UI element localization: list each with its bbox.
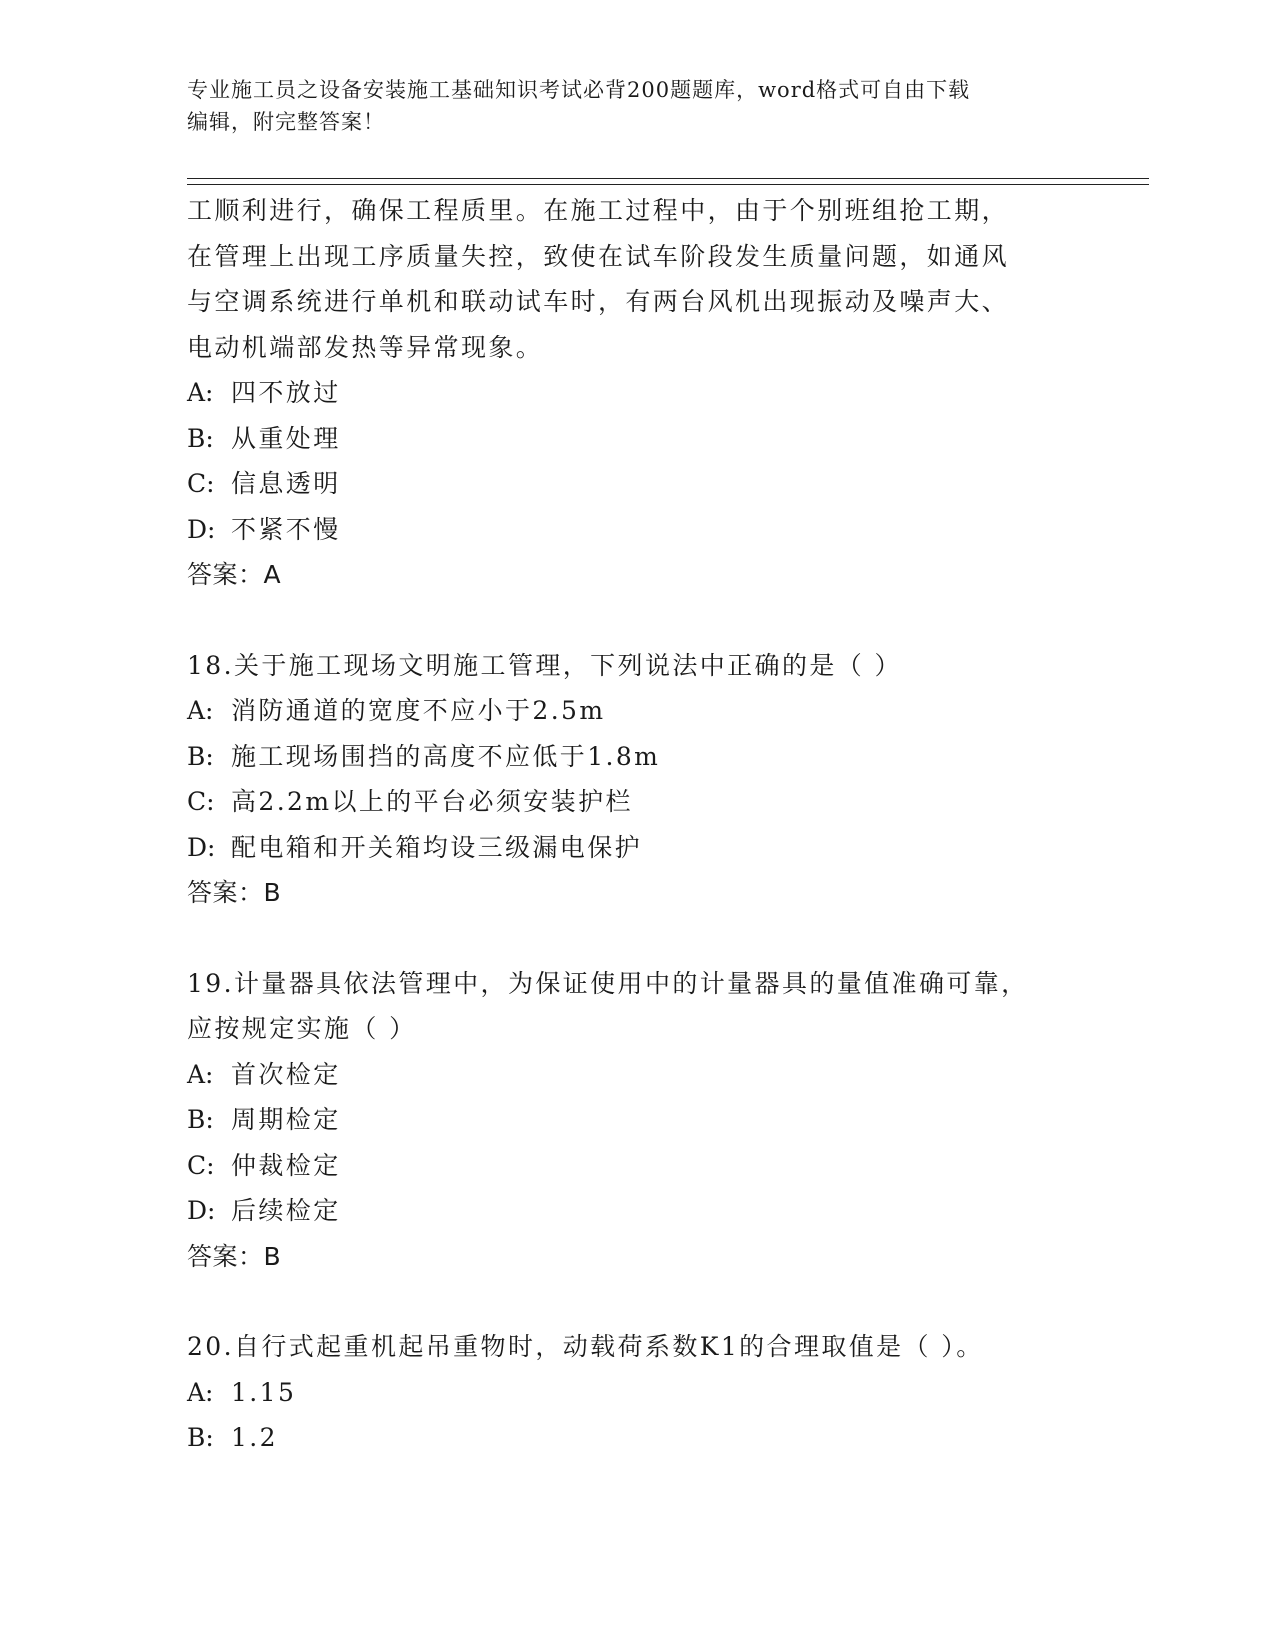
question-19 [187,961,1087,1280]
option-text: 信息透明 [231,469,341,498]
option-b [187,1415,1087,1461]
spacer [187,916,1087,961]
option-letter: D: [187,832,216,862]
option-letter: B: [187,1105,214,1134]
option-text: 周期检定 [231,1105,341,1134]
option-letter: C: [187,1150,215,1180]
option-letter: A: [187,1377,214,1407]
question-stem-line: 20.自行式起重机起吊重物时，动载荷系数K1的合理取值是（ ）。 [187,1332,984,1361]
option-letter: D: [187,1196,216,1225]
header-title-line-2: 编辑，附完整答案！ [187,110,385,134]
answer-text: 答案：B [187,1241,282,1271]
question-stem-line: 18.关于施工现场文明施工管理，下列说法中正确的是（ ） [187,650,902,680]
option-letter: A: [187,378,214,407]
document-header [187,74,1067,138]
question-17 [187,188,1087,598]
option-d [187,825,1087,871]
option-a [187,688,1087,734]
option-letter: A: [187,1059,214,1089]
question-20 [187,1324,1087,1461]
option-letter: C: [187,469,215,498]
option-a [187,370,1087,416]
option-letter: D: [187,514,216,544]
answer-text: 答案：A [187,560,282,589]
option-c [187,461,1087,507]
option-text: 高2.2m以上的平台必须安装护栏 [231,787,633,816]
option-text: 配电箱和开关箱均设三级漏电保护 [231,832,643,862]
option-letter: B: [187,741,214,771]
option-text: 四不放过 [231,378,341,407]
question-stem-line: 电动机端部发热等异常现象。 [187,332,544,362]
option-a [187,1370,1087,1416]
option-text: 从重处理 [231,423,341,453]
option-d [187,1188,1087,1234]
option-text: 1.2 [231,1423,278,1452]
option-b [187,1097,1087,1143]
option-text: 1.15 [231,1377,297,1407]
question-stem-line: 应按规定实施（ ） [187,1014,417,1043]
option-c [187,1143,1087,1189]
option-text: 不紧不慢 [231,514,341,544]
option-text: 首次检定 [231,1059,341,1089]
option-b [187,734,1087,780]
option-d [187,507,1087,553]
question-stem-line: 在管理上出现工序质量失控，致使在试车阶段发生质量问题，如通风 [187,241,1010,271]
question-stem-line: 19.计量器具依法管理中，为保证使用中的计量器具的量值准确可靠， [187,968,1029,998]
option-letter: A: [187,696,214,725]
header-divider-bottom [187,184,1149,185]
option-text: 仲裁检定 [231,1150,341,1180]
spacer [187,1279,1087,1324]
option-text: 后续检定 [231,1196,341,1225]
option-text: 消防通道的宽度不应小于2.5m [231,696,606,725]
spacer [187,598,1087,643]
question-18 [187,643,1087,916]
option-letter: B: [187,1423,214,1452]
question-stem-line: 与空调系统进行单机和联动试车时，有两台风机出现振动及噪声大、 [187,287,1010,316]
header-title-line-1: 专业施工员之设备安装施工基础知识考试必背200题题库，word格式可自由下载 [187,78,971,102]
question-stem-line: 工顺利进行，确保工程质里。在施工过程中，由于个别班组抢工期， [187,196,1010,225]
header-divider-top [187,178,1149,179]
option-b [187,416,1087,462]
option-c [187,779,1087,825]
answer-text: 答案：B [187,878,282,907]
option-letter: C: [187,787,215,816]
option-text: 施工现场围挡的高度不应低于1.8m [231,741,661,771]
option-a [187,1052,1087,1098]
option-letter: B: [187,423,214,453]
question-content [187,188,1087,1461]
